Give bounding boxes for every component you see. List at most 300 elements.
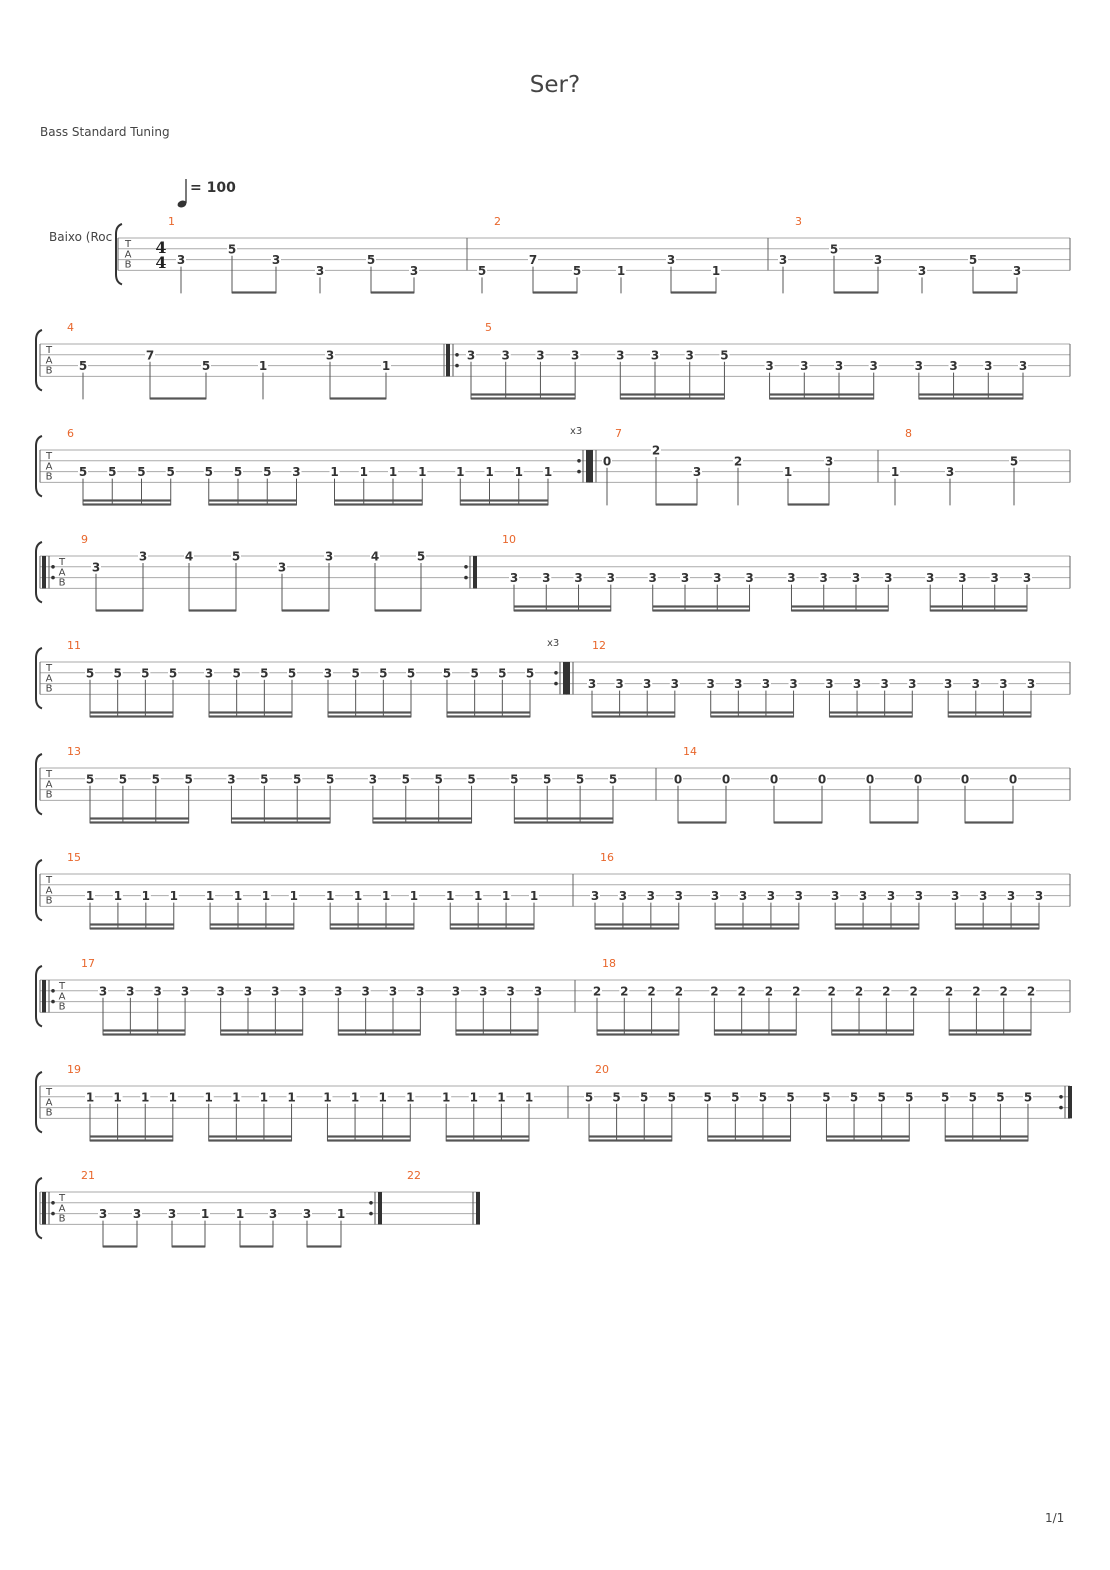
beam xyxy=(620,393,724,395)
fret-number: 3 xyxy=(1006,889,1016,904)
measure-number: 16 xyxy=(600,851,614,864)
fret-number: 5 xyxy=(731,1090,740,1105)
beam xyxy=(209,503,297,505)
fret-number: 5 xyxy=(118,772,128,787)
beam xyxy=(714,1029,796,1031)
fret-number: 5 xyxy=(543,772,552,787)
fret-number: 5 xyxy=(1009,454,1019,469)
fret-number: 3 xyxy=(180,984,190,999)
beam xyxy=(514,817,613,819)
beam xyxy=(335,499,423,501)
beam xyxy=(653,609,750,611)
system-bracket xyxy=(116,224,122,284)
fret-number: 5 xyxy=(263,465,272,480)
beam xyxy=(330,923,414,925)
fret-number: 1 xyxy=(141,889,151,904)
fret-number: 4 xyxy=(184,549,194,564)
measure-number: 20 xyxy=(595,1063,609,1076)
fret-number: 7 xyxy=(145,348,155,363)
beam xyxy=(711,715,794,717)
fret-number: 3 xyxy=(132,1207,142,1222)
fret-number: 3 xyxy=(830,889,840,904)
beam xyxy=(90,711,173,713)
fret-number: 3 xyxy=(765,359,774,374)
fret-number: 3 xyxy=(710,889,720,904)
beam xyxy=(90,817,189,819)
fret-number: 3 xyxy=(1018,359,1028,374)
measure-number: 18 xyxy=(602,957,616,970)
fret-number: 3 xyxy=(914,889,924,904)
fret-number: 1 xyxy=(85,889,95,904)
fret-number: 3 xyxy=(794,889,804,904)
measure-number: 3 xyxy=(795,215,802,228)
system-bracket xyxy=(36,754,42,814)
fret-number: 5 xyxy=(640,1090,649,1105)
repeat-dot xyxy=(1059,1106,1063,1110)
measure-number: 10 xyxy=(502,533,516,546)
fret-number: 1 xyxy=(113,889,123,904)
beam xyxy=(450,923,534,925)
fret-number: 5 xyxy=(401,772,410,787)
fret-number: 3 xyxy=(666,253,676,268)
beam xyxy=(210,927,294,929)
beam xyxy=(656,503,697,505)
fret-number: 1 xyxy=(543,465,553,480)
beam xyxy=(96,609,143,611)
final-barline xyxy=(476,1192,480,1224)
tab-clef-letter: A xyxy=(45,461,53,473)
fret-number: 3 xyxy=(706,677,715,692)
beam xyxy=(209,711,292,713)
measure-number: 1 xyxy=(168,215,175,228)
fret-number: 1 xyxy=(485,465,494,480)
beam xyxy=(597,1029,679,1031)
fret-number: 5 xyxy=(477,263,487,278)
fret-number: 3 xyxy=(1026,677,1036,692)
fret-number: 3 xyxy=(91,560,101,575)
measure-number: 8 xyxy=(905,427,912,440)
fret-number: 5 xyxy=(905,1090,914,1105)
tempo-value: = 100 xyxy=(190,180,236,196)
system-bracket xyxy=(36,1178,42,1238)
beam xyxy=(834,291,878,293)
fret-number: 5 xyxy=(829,242,839,257)
fret-number: 5 xyxy=(379,666,388,681)
fret-number: 3 xyxy=(606,571,615,586)
fret-number: 3 xyxy=(971,677,980,692)
fret-number: 2 xyxy=(999,984,1008,999)
fret-number: 1 xyxy=(469,1090,478,1105)
fret-number: 1 xyxy=(325,889,335,904)
fret-number: 5 xyxy=(612,1090,621,1105)
fret-number: 3 xyxy=(852,677,862,692)
beam xyxy=(189,609,236,611)
fret-number: 3 xyxy=(216,984,225,999)
fret-number: 3 xyxy=(587,677,597,692)
fret-number: 5 xyxy=(325,772,335,787)
fret-number: 3 xyxy=(680,571,690,586)
beam xyxy=(791,609,888,611)
beam xyxy=(209,715,292,717)
beam xyxy=(232,291,276,293)
fret-number: 0 xyxy=(865,772,875,787)
fret-number: 3 xyxy=(978,889,988,904)
fret-number: 3 xyxy=(227,772,236,787)
measure-number: 6 xyxy=(67,427,74,440)
fret-number: 1 xyxy=(200,1207,210,1222)
tab-clef-letter: T xyxy=(58,1193,66,1204)
system-bracket xyxy=(36,542,42,602)
fret-number: 5 xyxy=(608,772,618,787)
tab-clef-letter: B xyxy=(124,259,132,271)
beam xyxy=(330,927,414,929)
fret-number: 3 xyxy=(789,677,798,692)
fret-number: 3 xyxy=(271,984,280,999)
fret-number: 3 xyxy=(990,571,999,586)
beam xyxy=(770,393,874,395)
fret-number: 1 xyxy=(529,889,539,904)
repeat-end-bar xyxy=(473,556,477,588)
repeat-dot xyxy=(1059,1095,1063,1099)
tab-clef-letter: A xyxy=(45,673,53,685)
fret-number: 2 xyxy=(592,984,602,999)
fret-number: 3 xyxy=(648,571,657,586)
beam xyxy=(973,291,1017,293)
fret-number: 1 xyxy=(259,1090,269,1105)
fret-number: 1 xyxy=(524,1090,534,1105)
beam xyxy=(770,397,874,399)
beam xyxy=(930,609,1027,611)
repeat-start-bar xyxy=(42,556,46,588)
beam xyxy=(708,1139,791,1141)
repeat-dot xyxy=(554,682,558,686)
fret-number: 5 xyxy=(667,1090,677,1105)
fret-number: 5 xyxy=(416,549,426,564)
fret-number: 3 xyxy=(271,253,281,268)
fret-number: 5 xyxy=(822,1090,831,1105)
fret-number: 5 xyxy=(287,666,297,681)
fret-number: 5 xyxy=(525,666,535,681)
fret-number: 1 xyxy=(406,1090,415,1105)
fret-number: 0 xyxy=(721,772,731,787)
fret-number: 5 xyxy=(204,465,213,480)
fret-number: 1 xyxy=(409,889,419,904)
beam xyxy=(221,1033,303,1035)
fret-number: 5 xyxy=(151,772,160,787)
fret-number: 1 xyxy=(711,263,721,278)
beam xyxy=(90,1135,173,1137)
fret-number: 3 xyxy=(315,263,325,278)
tab-clef-letter: T xyxy=(45,663,53,674)
fret-number: 3 xyxy=(943,677,953,692)
fret-number: 3 xyxy=(153,984,162,999)
tab-clef-letter: T xyxy=(58,981,66,992)
fret-number: 5 xyxy=(78,359,88,374)
fret-number: 3 xyxy=(873,253,883,268)
fret-number: 3 xyxy=(501,348,510,363)
beam xyxy=(450,927,534,929)
song-title: Ser? xyxy=(529,72,581,98)
fret-number: 3 xyxy=(926,571,935,586)
measure-number: 11 xyxy=(67,639,81,652)
fret-number: 5 xyxy=(108,465,117,480)
beam xyxy=(514,821,613,823)
fret-number: 5 xyxy=(168,666,178,681)
beam xyxy=(327,1139,410,1141)
beam xyxy=(945,1139,1028,1141)
fret-number: 1 xyxy=(261,889,271,904)
beam xyxy=(460,499,548,501)
fret-number: 3 xyxy=(533,984,543,999)
double-barline xyxy=(589,450,593,482)
fret-number: 5 xyxy=(968,1090,977,1105)
fret-number: 2 xyxy=(651,443,661,458)
fret-number: 3 xyxy=(618,889,628,904)
fret-number: 3 xyxy=(869,359,878,374)
fret-number: 5 xyxy=(85,666,95,681)
beam xyxy=(919,393,1023,395)
beam xyxy=(471,397,575,399)
fret-number: 3 xyxy=(825,677,834,692)
tab-clef-letter: A xyxy=(45,779,53,791)
repeat-dot xyxy=(577,459,581,463)
fret-number: 3 xyxy=(1012,263,1022,278)
beam xyxy=(595,927,679,929)
fret-number: 3 xyxy=(999,677,1008,692)
fret-number: 2 xyxy=(792,984,801,999)
beam xyxy=(826,1135,909,1137)
fret-number: 3 xyxy=(800,359,809,374)
fret-number: 3 xyxy=(1022,571,1032,586)
repeat-dot xyxy=(51,1000,55,1004)
fret-number: 0 xyxy=(960,772,970,787)
fret-number: 5 xyxy=(166,465,175,480)
measure-number: 21 xyxy=(81,1169,95,1182)
fret-number: 1 xyxy=(235,1207,245,1222)
fret-number: 2 xyxy=(710,984,719,999)
fret-number: 1 xyxy=(233,889,243,904)
fret-number: 3 xyxy=(646,889,656,904)
fret-number: 5 xyxy=(1023,1090,1033,1105)
beam xyxy=(592,711,675,713)
beam xyxy=(870,821,918,823)
beam xyxy=(597,1033,679,1035)
fret-number: 1 xyxy=(336,1207,346,1222)
fret-number: 5 xyxy=(201,359,211,374)
fret-number: 3 xyxy=(650,348,660,363)
fret-number: 1 xyxy=(616,263,626,278)
system-bracket xyxy=(36,330,42,390)
fret-number: 5 xyxy=(366,253,376,268)
fret-number: 3 xyxy=(819,571,828,586)
repeat-start-bar xyxy=(42,980,46,1012)
time-signature-top: 4 xyxy=(155,238,167,257)
fret-number: 3 xyxy=(98,984,108,999)
beam xyxy=(832,1033,914,1035)
measure-number: 7 xyxy=(615,427,622,440)
beam xyxy=(711,711,794,713)
tab-clef-letter: B xyxy=(58,1001,66,1013)
beam xyxy=(955,927,1039,929)
fret-number: 0 xyxy=(1008,772,1018,787)
fret-number: 2 xyxy=(972,984,981,999)
beam xyxy=(533,291,577,293)
measure-number: 12 xyxy=(592,639,606,652)
beam xyxy=(788,503,829,505)
repeat-end-bar xyxy=(378,1192,382,1224)
tuning-label: Bass Standard Tuning xyxy=(40,125,170,139)
fret-number: 1 xyxy=(141,1090,150,1105)
fret-number: 5 xyxy=(233,465,243,480)
repeat-count: x3 xyxy=(570,426,583,437)
beam xyxy=(715,923,799,925)
measure-number: 4 xyxy=(67,321,74,334)
beam xyxy=(456,1033,538,1035)
fret-number: 1 xyxy=(497,1090,506,1105)
beam xyxy=(103,1029,185,1031)
beam xyxy=(592,715,675,717)
fret-number: 1 xyxy=(287,1090,296,1105)
beam xyxy=(620,397,724,399)
beam xyxy=(90,927,174,929)
fret-number: 3 xyxy=(824,454,834,469)
fret-number: 3 xyxy=(778,253,788,268)
fret-number: 1 xyxy=(456,465,465,480)
beam xyxy=(446,1135,529,1137)
page-number: 1/1 xyxy=(1045,1511,1065,1525)
repeat-dot xyxy=(51,989,55,993)
fret-number: 0 xyxy=(769,772,779,787)
fret-number: 3 xyxy=(949,359,958,374)
fret-number: 3 xyxy=(713,571,722,586)
fret-number: 3 xyxy=(204,666,214,681)
fret-number: 3 xyxy=(643,677,652,692)
fret-number: 5 xyxy=(575,772,585,787)
beam xyxy=(447,715,530,717)
fret-number: 3 xyxy=(674,889,683,904)
fret-number: 3 xyxy=(761,677,771,692)
tab-clef-letter: B xyxy=(45,683,53,695)
fret-number: 3 xyxy=(388,984,398,999)
tab-clef-letter: T xyxy=(45,451,53,462)
fret-number: 1 xyxy=(446,889,455,904)
fret-number: 1 xyxy=(350,1090,360,1105)
fret-number: 1 xyxy=(205,889,215,904)
fret-number: 5 xyxy=(720,348,729,363)
fret-number: 3 xyxy=(574,571,583,586)
fret-number: 3 xyxy=(766,889,776,904)
fret-number: 5 xyxy=(137,465,146,480)
fret-number: 2 xyxy=(733,454,743,469)
tab-clef-letter: T xyxy=(45,345,53,356)
fret-number: 3 xyxy=(570,348,580,363)
fret-number: 3 xyxy=(334,984,343,999)
fret-number: 3 xyxy=(884,571,893,586)
beam xyxy=(589,1135,672,1137)
fret-number: 3 xyxy=(138,549,148,564)
repeat-start-bar xyxy=(446,344,450,376)
repeat-dot xyxy=(51,576,55,580)
beam xyxy=(240,1245,273,1247)
fret-number: 1 xyxy=(258,359,268,374)
fret-number: 3 xyxy=(324,549,334,564)
fret-number: 3 xyxy=(298,984,307,999)
fret-number: 3 xyxy=(361,984,370,999)
fret-number: 5 xyxy=(78,465,88,480)
beam xyxy=(949,1029,1031,1031)
tab-clef-letter: T xyxy=(45,1087,53,1098)
fret-number: 5 xyxy=(877,1090,886,1105)
beam xyxy=(172,1245,205,1247)
measure-number: 5 xyxy=(485,321,492,334)
fret-number: 1 xyxy=(501,889,511,904)
beam xyxy=(209,1139,292,1141)
beam xyxy=(375,609,421,611)
beam xyxy=(338,1029,420,1031)
fret-number: 2 xyxy=(1026,984,1036,999)
beam xyxy=(209,499,297,501)
fret-number: 2 xyxy=(737,984,746,999)
fret-number: 3 xyxy=(325,348,335,363)
beam xyxy=(90,1139,173,1141)
beam xyxy=(446,1139,529,1141)
beam xyxy=(103,1245,137,1247)
fret-number: 3 xyxy=(479,984,488,999)
fret-number: 1 xyxy=(168,1090,178,1105)
beam xyxy=(835,927,919,929)
fret-number: 3 xyxy=(292,465,301,480)
fret-number: 0 xyxy=(913,772,923,787)
beam xyxy=(595,923,679,925)
fret-number: 5 xyxy=(434,772,443,787)
fret-number: 1 xyxy=(330,465,339,480)
beam xyxy=(460,503,548,505)
tab-clef-letter: A xyxy=(45,885,53,897)
beam xyxy=(774,821,822,823)
fret-number: 3 xyxy=(243,984,253,999)
fret-number: 3 xyxy=(323,666,333,681)
beam xyxy=(335,503,423,505)
beam xyxy=(150,397,206,399)
fret-number: 2 xyxy=(854,984,864,999)
beam xyxy=(948,715,1031,717)
beam xyxy=(835,923,919,925)
fret-number: 5 xyxy=(232,666,241,681)
repeat-dot xyxy=(51,565,55,569)
repeat-dot xyxy=(51,1201,55,1205)
repeat-end-bar xyxy=(1068,1086,1072,1118)
beam xyxy=(514,605,611,607)
fret-number: 3 xyxy=(615,677,624,692)
fret-number: 1 xyxy=(381,359,391,374)
fret-number: 3 xyxy=(738,889,748,904)
fret-number: 2 xyxy=(674,984,684,999)
measure-number: 15 xyxy=(67,851,81,864)
fret-number: 3 xyxy=(880,677,889,692)
system-bracket xyxy=(36,966,42,1026)
fret-number: 1 xyxy=(441,1090,451,1105)
beam xyxy=(456,1029,538,1031)
tab-clef-letter: B xyxy=(45,1107,53,1119)
fret-number: 5 xyxy=(510,772,519,787)
beam xyxy=(791,605,888,607)
fret-number: 5 xyxy=(406,666,416,681)
fret-number: 1 xyxy=(289,889,299,904)
fret-number: 3 xyxy=(176,253,186,268)
beam xyxy=(447,711,530,713)
fret-number: 2 xyxy=(620,984,629,999)
beam xyxy=(210,923,294,925)
